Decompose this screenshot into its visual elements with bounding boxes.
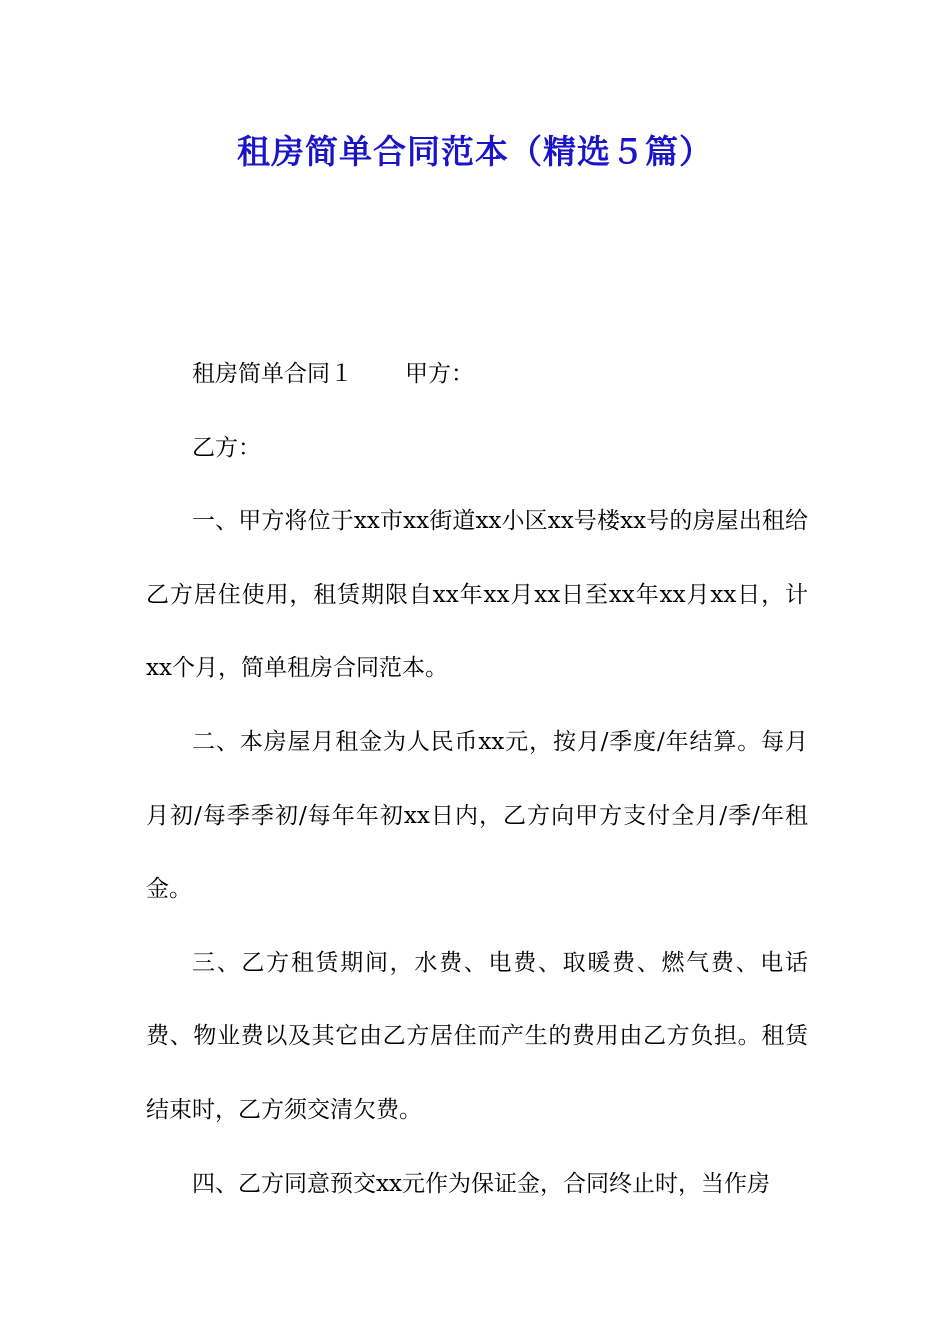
document-title: 租房简单合同范本（精选５篇） xyxy=(237,132,713,171)
contract-heading-line xyxy=(146,338,808,412)
document-body xyxy=(146,338,808,1221)
clause-1: 一、甲方将位于xx市xx街道xx小区xx号楼xx号的房屋出租给乙方居住使用，租赁期限自xx年xx月xx日至xx年xx月xx日，计xx个月，简单租房合同范本。 xyxy=(146,508,808,682)
clause-4: 四、乙方同意预交xx元作为保证金，合同终止时，当作房 xyxy=(192,1170,770,1197)
clause-2: 二、本房屋月租金为人民币xx元，按月/季度/年结算。每月月初/每季季初/每年年初xx日内，乙方向甲方支付全月/季/年租金。 xyxy=(146,728,808,903)
clause-3: 三、乙方租赁期间，水费、电费、取暖费、燃气费、电话费、物业费以及其它由乙方居住而产生的费用由乙方负担。租赁结束时，乙方须交清欠费。 xyxy=(146,949,808,1123)
contract-heading: 租房简单合同１ xyxy=(192,361,353,387)
party-a-label: 甲方： xyxy=(405,361,474,387)
party-b-label: 乙方： xyxy=(192,434,261,461)
